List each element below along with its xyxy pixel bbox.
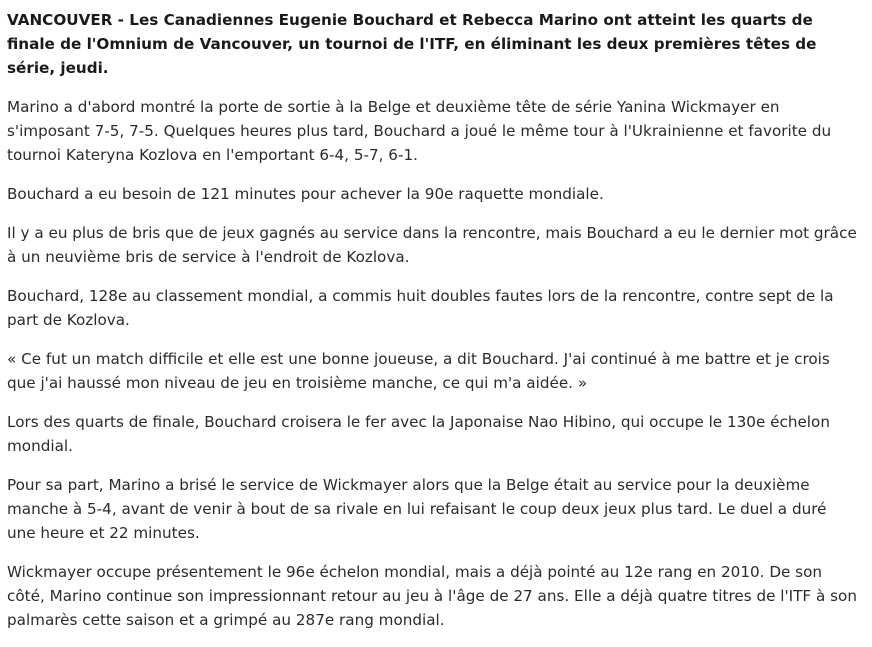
article-paragraph-7: Pour sa part, Marino a brisé le service de Wickmayer alors que la Belge était au service pour la deuxième manche à 5-4, avant de venir à bout de sa rivale en lui refaisant le coup deux jeux plus tard. Le duel a duré une heure et 22 minutes.	[7, 476, 827, 542]
article-paragraph-6: Lors des quarts de finale, Bouchard croisera le fer avec la Japonaise Nao Hibino, qui occupe le 130e échelon mondial.	[7, 413, 830, 455]
article-body	[7, 8, 859, 647]
article-lead: VANCOUVER - Les Canadiennes Eugenie Bouchard et Rebecca Marino ont atteint les quarts de finale de l'Omnium de Vancouver, un tournoi de l'ITF, en éliminant les deux premières têtes de série, jeudi.	[7, 11, 817, 77]
article-paragraph-2: Bouchard a eu besoin de 121 minutes pour achever la 90e raquette mondiale.	[7, 185, 604, 203]
article-paragraph-3: Il y a eu plus de bris que de jeux gagnés au service dans la rencontre, mais Bouchard a eu le dernier mot grâce à un neuvième bris de service à l'endroit de Kozlova.	[7, 224, 857, 266]
article-paragraph-4: Bouchard, 128e au classement mondial, a commis huit doubles fautes lors de la rencontre, contre sept de la part de Kozlova.	[7, 287, 834, 329]
article-paragraph-1: Marino a d'abord montré la porte de sortie à la Belge et deuxième tête de série Yanina Wickmayer en s'imposant 7-5, 7-5. Quelques heures plus tard, Bouchard a joué le même tour à l'Ukrainienne et favorite du tournoi Kateryna Kozlova en l'emportant 6-4, 5-7, 6-1.	[7, 98, 832, 164]
article-paragraph-8: Wickmayer occupe présentement le 96e échelon mondial, mais a déjà pointé au 12e rang en 2010. De son côté, Marino continue son impressionnant retour au jeu à l'âge de 27 ans. Elle a déjà quatre titres de l'ITF à son palmarès cette saison et a grimpé au 287e rang mondial.	[7, 563, 857, 629]
article-paragraph-quote: « Ce fut un match difficile et elle est une bonne joueuse, a dit Bouchard. J'ai continué à me battre et je crois que j'ai haussé mon niveau de jeu en troisième manche, ce qui m'a aidée. »	[7, 350, 830, 392]
